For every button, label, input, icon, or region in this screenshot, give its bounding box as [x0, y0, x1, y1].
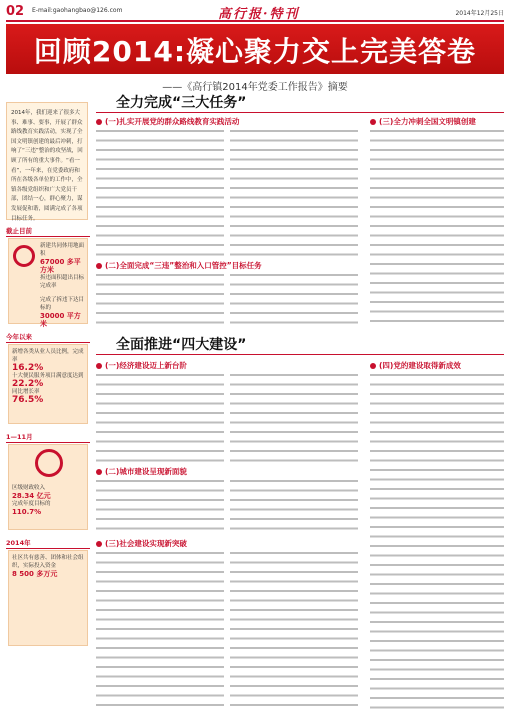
sidebar-label-4: 2014年	[6, 538, 90, 549]
p2-s3-text-col2	[230, 550, 358, 710]
p2-section-1	[96, 360, 187, 371]
p1-s2-text-col2	[230, 272, 358, 328]
sidebar-label-1: 截止目前	[6, 226, 90, 237]
issue-date: 2014年12月25日	[455, 10, 504, 17]
p1-section-3	[370, 116, 476, 127]
stat-box-4	[8, 550, 88, 646]
stat-box-3	[8, 444, 88, 530]
section-heading: (三)全力冲刺全国文明镇创建	[379, 117, 476, 126]
bullet-icon	[370, 119, 376, 125]
p1-s3-text	[370, 128, 504, 328]
stat-sub: 拆违面积超出目标完成率	[40, 275, 85, 289]
subheadline: ——《高行镇2014年党委工作报告》摘要	[162, 82, 348, 93]
stat-text: 区级财政收入	[12, 485, 46, 491]
p2-s2-text-col2	[230, 478, 358, 532]
brand-name: 高行报	[218, 7, 264, 22]
section-heading: (四)党的建设取得新成效	[379, 361, 461, 370]
sidebar-intro: 2014年，我们迎来了很多大事、难事、要事，开展了群众路线教育实践活动，实现了全国文明镇创建的最后冲刺，打响了“三违”整治的攻坚战，回顾了所有的重大事件。“看一看”，一年来，在党委政府和所在各级各单位的工作中，全镇各级党组织和广大党员干部，团结一心，群心聚力，谋发展促和谐，圆满完成了各项目标任务。	[6, 102, 88, 220]
bullet-icon	[96, 263, 102, 269]
stat-value: 28.34 亿元	[12, 492, 51, 500]
stat-value-3: 76.5%	[12, 395, 44, 405]
stat-sub: 十大便民服务项目满意度达到	[12, 373, 84, 379]
stat-value-2: 30000 平方米	[40, 312, 81, 328]
section-heading: (三)社会建设实现新突破	[105, 539, 187, 548]
p2-s4-text	[370, 372, 504, 710]
stat-sub-2: 同比增长率	[12, 389, 40, 395]
p1-s1-text-col2	[230, 128, 358, 256]
page-number: 02	[6, 4, 25, 19]
p2-s1-text-col2	[230, 372, 358, 462]
sidebar-label-3: 1—11月	[6, 432, 90, 443]
sidebar	[6, 92, 90, 710]
sidebar-label-2: 今年以来	[6, 332, 90, 343]
section-heading: (一)扎实开展党的群众路线教育实践活动	[105, 117, 240, 126]
bullet-icon	[96, 119, 102, 125]
p1-s2-text-col1	[96, 272, 224, 328]
p1-section-2	[96, 260, 262, 271]
headline: 回顾2014:凝心聚力交上完美答卷	[33, 35, 477, 68]
target-ring-icon	[13, 245, 35, 267]
p2-s3-text-col1	[96, 550, 224, 710]
stat-sub: 完成年度目标的	[12, 501, 51, 507]
bullet-icon	[96, 469, 102, 475]
part1-rule	[96, 112, 504, 113]
stat-more: 完成了拆违下达目标的	[40, 297, 85, 311]
section-heading: (一)经济建设迈上新台阶	[105, 361, 187, 370]
section-name: 特刊	[269, 7, 300, 22]
bullet-icon	[370, 363, 376, 369]
headline-banner	[6, 24, 504, 74]
part1-title: 全力完成“三大任务”	[116, 95, 247, 111]
part2-title: 全面推进“四大建设”	[116, 337, 247, 353]
stat-value-2: 22.2%	[12, 379, 44, 389]
bullet-icon	[96, 363, 102, 369]
stat-value: 8 500 多万元	[12, 570, 58, 578]
stat-box-2	[8, 344, 88, 424]
bullet-icon	[96, 541, 102, 547]
page-header	[6, 4, 504, 22]
coin-ring-icon	[35, 449, 63, 477]
part2-rule	[96, 354, 504, 355]
p2-section-2	[96, 466, 187, 477]
stat-text: 新建共同体用地面积	[40, 243, 85, 257]
p2-s1-text-col1	[96, 372, 224, 462]
stat-value: 16.2%	[12, 363, 44, 373]
stat-value-2: 110.7%	[12, 508, 42, 516]
section-heading: (二)城市建设呈现新面貌	[105, 467, 187, 476]
p1-section-1	[96, 116, 239, 127]
p1-s1-text-col1	[96, 128, 224, 256]
stat-value: 67000 多平方米	[40, 258, 81, 274]
stat-box-1	[8, 238, 88, 328]
section-heading: (二)全面完成“三违”整治和入口管控”目标任务	[105, 261, 262, 270]
masthead: 高行报·特刊	[218, 7, 300, 22]
p2-s2-text-col1	[96, 478, 224, 532]
p2-section-4	[370, 360, 461, 371]
stat-text: 社区共有慈善、团体和社会组织，实际投入资金	[12, 555, 84, 569]
stat-text: 新增各类从业人员比例，完成率	[12, 349, 84, 363]
email-address: E-mail:gaohangbao@126.com	[32, 7, 123, 14]
p2-section-3	[96, 538, 187, 549]
